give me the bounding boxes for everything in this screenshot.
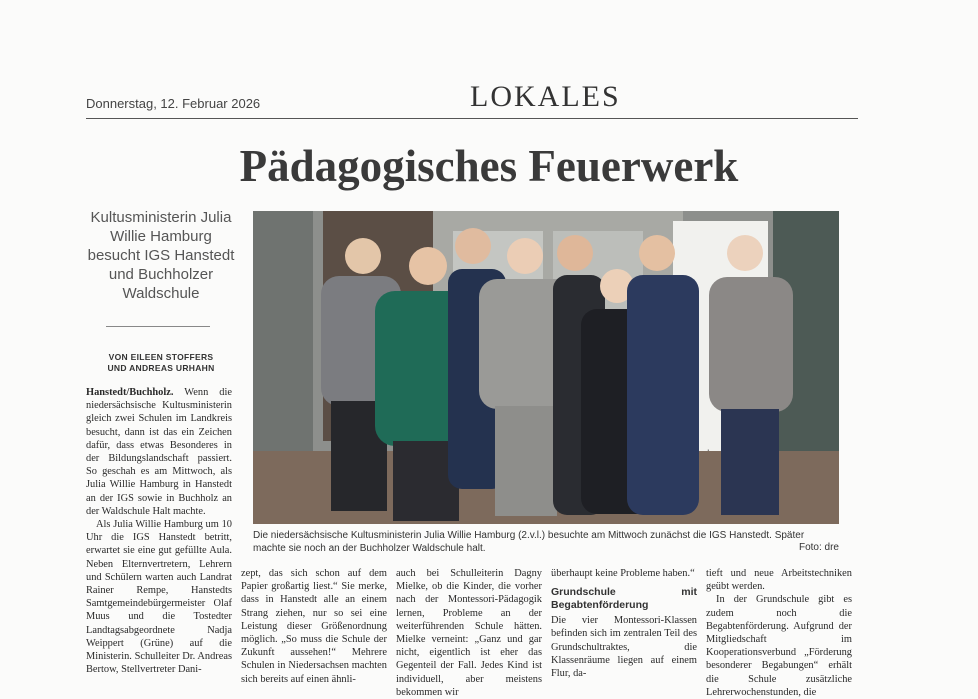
article-column-2 [241, 567, 387, 685]
paragraph: In der Grundschule gibt es zudem noch die Begabtenförderung. Aufgrund der Mitgliedschaft im Kooperationsverbund „Förderung besonderer Begabungen“ erhält die Schule zusätzliche Lehrerwochenstunden, die [706, 594, 852, 698]
paragraph: tieft und neue Arbeitstechniken geübt werden. [706, 568, 852, 593]
paragraph: Die vier Montessori-Klassen befinden sich im zentralen Teil des Grundschultraktes, die Klassenräume liegen auf einem Flur, da- [551, 615, 697, 680]
article-photo [253, 211, 839, 524]
person-7 [627, 235, 699, 515]
byline-line-1: VON EILEEN STOFFERS [108, 352, 214, 362]
article-teaser: Kultusministerin Julia Willie Hamburg besucht IGS Hanstedt und Buchholzer Waldschule [87, 209, 235, 302]
group-photo-illustration [253, 211, 839, 524]
photo-caption: Die niedersächsische Kultusministerin Julia Willie Hamburg (2.v.l.) besuchte am Mittwoch zunächst die IGS Hanstedt. Später machte sie noch an der Buchholzer Waldschule halt. [253, 530, 805, 554]
section-title: LOKALES [470, 80, 621, 113]
byline-line-2: UND ANDREAS URHAHN [107, 363, 215, 373]
article-headline: Pädagogisches Feuerwerk [239, 141, 739, 191]
article-column-4 [551, 567, 697, 680]
paragraph: zept, das sich schon auf dem Papier großartig liest.“ Sie merke, dass in Hanstedt alle an einem Strang ziehen, nur so sei eine Leistung dieser Größenordnung möglich. „So muss die Schule der Zukunft aussehen!“ Mehrere Schulen in Niedersachsen machten sich bereits auf einen ähnli- [241, 568, 387, 685]
byline [86, 352, 236, 374]
paragraph: Als Julia Willie Hamburg um 10 Uhr die IGS Hanstedt betritt, erwartet sie eine gut gefüllte Aula. Neben Elternvertretern, Lehrern und Schülern warten auch Landrat Rainer Rempe, Hanstedts Samtgemeindebürgermeister Olaf Muus und die Tostedter Landtagsabgeordnete Nadja Weippert (Grüne) auf die Ministerin. Schulleiter Dr. Andreas Bertow, Stellvertreter Dani- [86, 519, 232, 676]
issue-date: Donnerstag, 12. Februar 2026 [86, 96, 261, 111]
teaser-divider [106, 326, 210, 327]
article-column-1 [86, 386, 232, 675]
intro-text: Wenn die niedersächsische Kultusministerin gleich zwei Schulen im Landkreis besucht, dann ist das ein Zeichen dafür, dass etwas Besonderes in der Bildungslandschaft passiert. So geschah es am Mittwoch, als Julia Willie Hamburg in Hanstedt an der IGS sowie in Buchholz an der Waldschule Halt machte. [86, 387, 232, 517]
subheading: Grundschule mit Begabtenförderung [551, 586, 697, 612]
dateline: Hanstedt/Buchholz. [86, 387, 174, 398]
header-divider [86, 118, 858, 119]
intro-paragraph [86, 386, 232, 518]
paragraph: auch bei Schulleiterin Dagny Mielke, ob die Kinder, die vorher nach der Montessori-Pädagogik lernen, Probleme an der weiterführenden Schule hätten. Mielke verneint: „Ganz und gar nicht, eigentlich ist eher das Gegenteil der Fall. Jedes Kind ist individuell, aber meistens bekommen wir [396, 568, 542, 698]
article-column-5 [706, 567, 852, 698]
article-column-3 [396, 567, 542, 698]
paragraph: überhaupt keine Probleme haben.“ [551, 568, 695, 579]
photo-credit: Foto: dre [798, 542, 839, 553]
